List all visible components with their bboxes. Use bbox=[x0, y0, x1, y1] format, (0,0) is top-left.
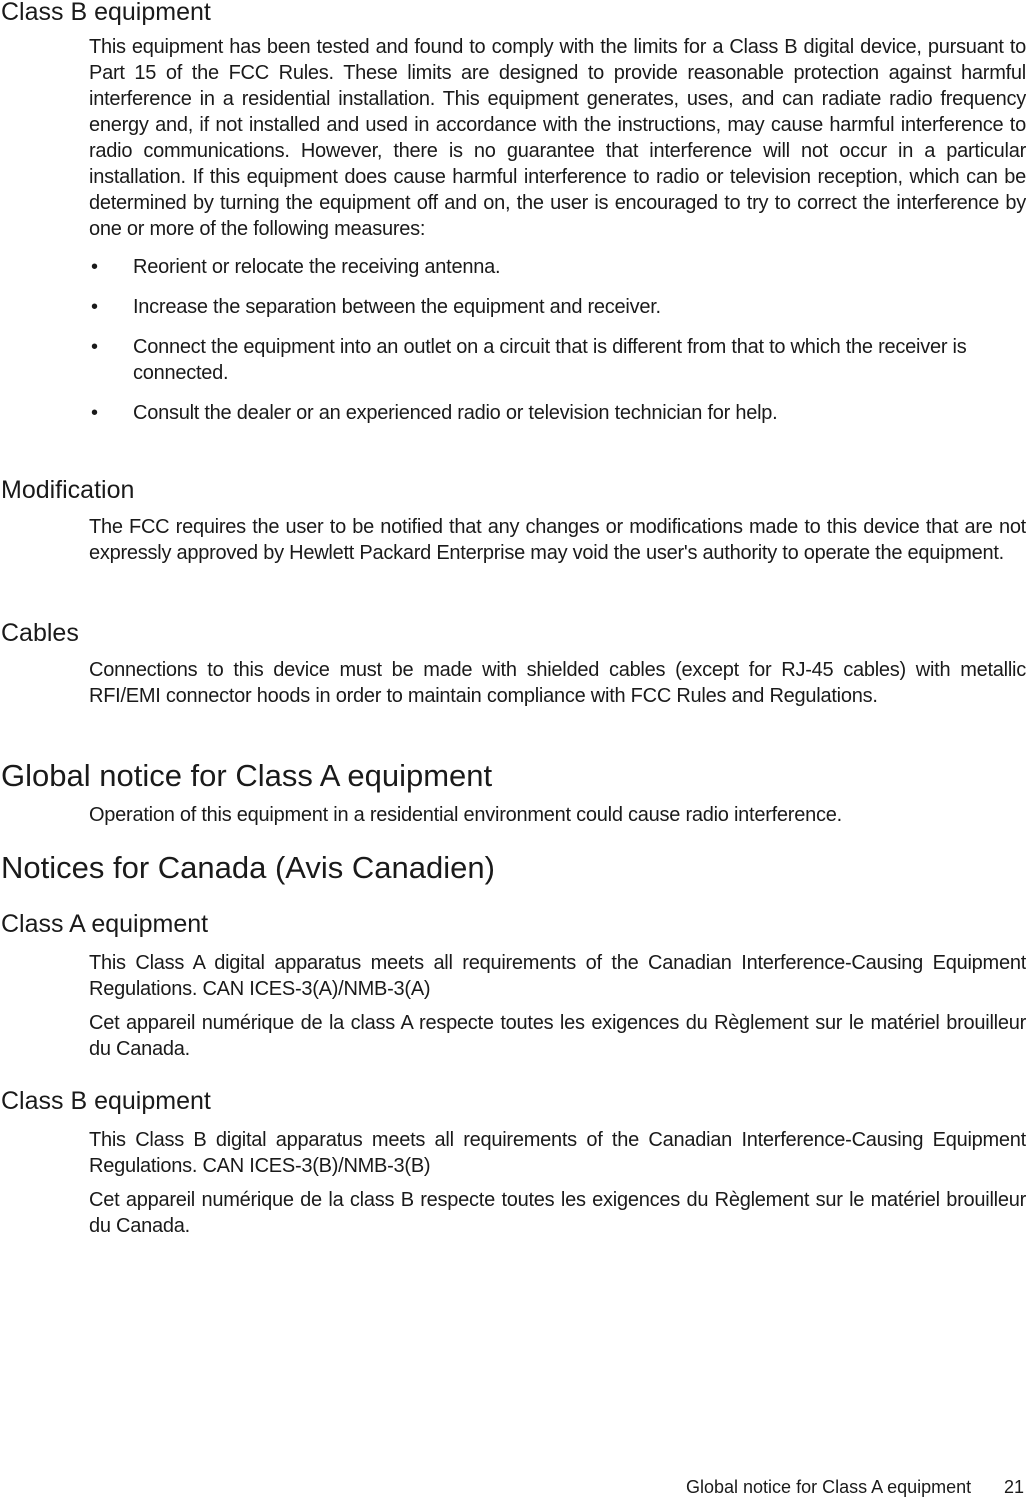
section-canada bbox=[0, 851, 1026, 885]
global-notice-body: Operation of this equipment in a residential environment could cause radio interference. bbox=[89, 804, 842, 826]
list-item-text: Reorient or relocate the receiving antenna. bbox=[133, 256, 501, 278]
footer-title: Global notice for Class A equipment bbox=[686, 1477, 972, 1497]
list-item-text: Increase the separation between the equipment and receiver. bbox=[133, 296, 661, 318]
modification-body: The FCC requires the user to be notified that any changes or modifications made to this device that are not expressly approved by Hewlett Packard Enterprise may void the user's authority to operate the equipment. bbox=[89, 516, 1026, 564]
bullet-icon: • bbox=[91, 402, 98, 424]
modification-heading: Modification bbox=[1, 476, 135, 504]
class-b-heading: Class B equipment bbox=[1, 0, 211, 26]
class-b-measures-list bbox=[0, 254, 1026, 426]
list-item-text: Consult the dealer or an experienced radio or television technician for help. bbox=[133, 402, 778, 424]
bullet-icon: • bbox=[91, 256, 98, 278]
cables-body: Connections to this device must be made with shielded cables (except for RJ-45 cables) with metallic RFI/EMI connector hoods in order to maintain compliance with FCC Rules and Regulations. bbox=[89, 659, 1026, 707]
list-item bbox=[91, 254, 1026, 280]
section-canada-class-b bbox=[0, 1087, 1026, 1239]
list-item bbox=[91, 294, 1026, 320]
list-item-text: Connect the equipment into an outlet on a circuit that is different from that to which the receiver is connected. bbox=[133, 336, 967, 384]
section-class-b-fcc bbox=[0, 0, 1026, 426]
canada-class-a-heading: Class A equipment bbox=[1, 910, 209, 938]
list-item bbox=[91, 400, 1026, 426]
canada-class-b-body-en: This Class B digital apparatus meets all requirements of the Canadian Interference-Causing Equipment Regulations. CAN ICES-3(B)/NMB-3(B) bbox=[89, 1129, 1026, 1177]
canada-class-b-heading: Class B equipment bbox=[1, 1087, 211, 1115]
list-item bbox=[91, 334, 1026, 386]
section-cables bbox=[0, 619, 1026, 709]
section-global-notice bbox=[0, 759, 1026, 828]
bullet-icon: • bbox=[91, 336, 98, 358]
canada-class-b-body-fr: Cet appareil numérique de la class B respecte toutes les exigences du Règlement sur le matériel brouilleur du Canada. bbox=[89, 1189, 1026, 1237]
canada-class-a-body-fr: Cet appareil numérique de la class A respecte toutes les exigences du Règlement sur le matériel brouilleur du Canada. bbox=[89, 1012, 1026, 1060]
bullet-icon: • bbox=[91, 296, 98, 318]
page-number: 21 bbox=[1004, 1477, 1025, 1497]
cables-heading: Cables bbox=[1, 619, 79, 647]
section-canada-class-a bbox=[0, 910, 1026, 1062]
canada-heading: Notices for Canada (Avis Canadien) bbox=[1, 850, 495, 885]
class-b-body: This equipment has been tested and found to comply with the limits for a Class B digital device, pursuant to Part 15 of the FCC Rules. These limits are designed to provide reasonable protection against harmful interference in a residential installation. This equipment generates, uses, and can radiate radio frequency energy and, if not installed and used in accordance with the instructions, may cause harmful interference to radio communications. However, there is no guarantee that interference will not occur in a particular installation. If this equipment does cause harmful interference to radio or television reception, which can be determined by turning the equipment off and on, the user is encouraged to try to correct the interference by one or more of the following measures: bbox=[89, 36, 1026, 240]
section-modification bbox=[0, 476, 1026, 566]
global-notice-heading: Global notice for Class A equipment bbox=[1, 758, 493, 793]
canada-class-a-body-en: This Class A digital apparatus meets all requirements of the Canadian Interference-Causing Equipment Regulations. CAN ICES-3(A)/NMB-3(A) bbox=[89, 952, 1026, 1000]
